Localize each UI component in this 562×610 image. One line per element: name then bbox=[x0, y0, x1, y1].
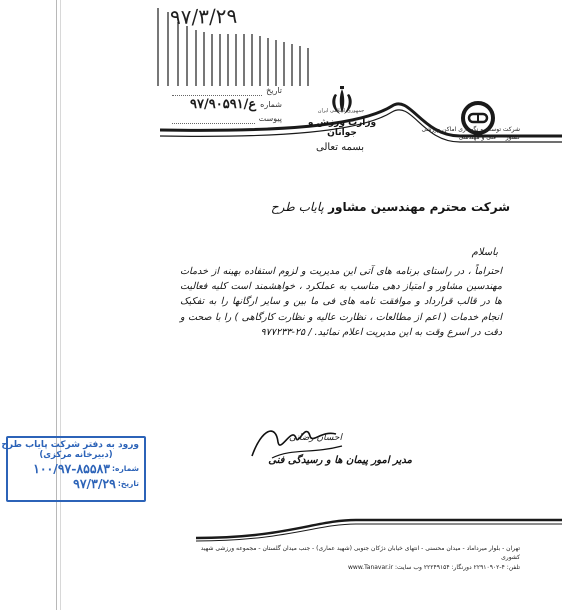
footer-address: تهران - بلوار میرداماد - میدان محسنی - انتهای خیابان دژکان جنوبی (شهید عماری) - جنب میدان گلستان - مجموعه ورزشی شهید کشوری bbox=[200, 545, 520, 562]
stamp-date-row bbox=[13, 476, 139, 491]
footer-contact bbox=[200, 544, 520, 572]
meta-date-line bbox=[172, 87, 262, 96]
meta-attachment-label: پیوست bbox=[258, 114, 282, 123]
meta-date-label: تاریخ bbox=[266, 86, 282, 95]
salutation: باسلام bbox=[471, 247, 498, 258]
footer-curve bbox=[196, 516, 562, 542]
ministry-name: وزارت ورزش و جوانان bbox=[307, 118, 377, 138]
scan-fold-line bbox=[56, 0, 57, 610]
addressee-handwritten: پایاب طرح bbox=[270, 200, 324, 214]
ministry-country-label: جمهوری اسلامی ایران bbox=[317, 108, 365, 114]
footer-phone-web: تلفن: ۴-۲۲۹۱۰۹۰۲ دورنگار: ۲۲۲۴۹۱۵۴ وب سایت: www.Tanavar.ir bbox=[348, 563, 520, 571]
meta-number-label: شماره bbox=[260, 100, 282, 109]
signer-name: احسان رضانی bbox=[288, 433, 342, 443]
stamp-date-label: تاریخ: bbox=[117, 479, 139, 488]
stamp-number-value: ۱۰۰/۹۷-۸۵۵۸۳ bbox=[33, 461, 111, 476]
basmala: بسمه تعالی bbox=[316, 142, 365, 153]
letter-body: احتراماً ، در راستای برنامه های آتی این مدیریت و لزوم استفاده بهینه از خدمات مهندسین مشاور و امتیاز دهی مناسب به عملکرد ، خواهشمند است کلیه فعالیت ها در قالب قرارداد و موافقت نامه های فی ما بین و سایر ارگانها را به تفکیک انجام خدمات ( اعم از مطالعات ، نظارت عالیه و نظارت کارگاهی ) را با صحت و دقت در اسرع وقت به این مدیریت اعلام نمائید. / ۲۵-۹۷۷۲۳۳ bbox=[180, 266, 502, 338]
addressee-prefix: شرکت محترم مهندسین مشاور bbox=[328, 200, 510, 214]
addressee bbox=[270, 200, 510, 214]
stamp-title: ورود به دفتر شرکت پایاب طرح bbox=[1, 440, 139, 450]
handwritten-date: ۹۷/۳/۲۹ bbox=[169, 3, 238, 30]
signer-title: مدیر امور پیمان ها و رسیدگی فنی bbox=[268, 455, 412, 466]
meta-number-value: ۹۷/۹۰۵۹۱/ع bbox=[190, 97, 257, 112]
stamp-number-label: شماره: bbox=[112, 464, 139, 473]
scan-fold-line bbox=[60, 0, 61, 610]
stamp-date-value: ۹۷/۳/۲۹ bbox=[73, 476, 116, 491]
stamp-subtitle: (دبیرخانه مرکزی) bbox=[39, 450, 113, 460]
receipt-stamp bbox=[1, 436, 146, 502]
stamp-number-row bbox=[13, 461, 139, 476]
organization-name: شرکت توسعه و نگهداری اماکن ورزشی کشور — فنی و مهندسی bbox=[421, 126, 520, 141]
